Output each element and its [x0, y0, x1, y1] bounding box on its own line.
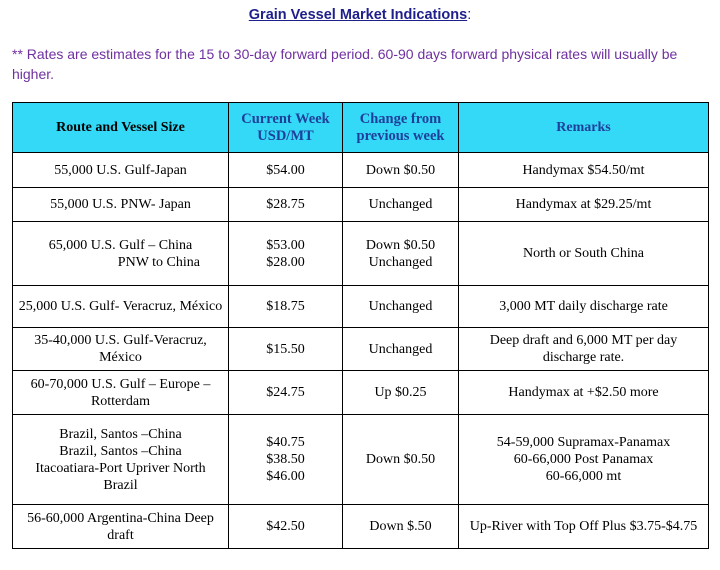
change-cell: Down $0.50 — [343, 415, 459, 505]
rate-cell: $54.00 — [229, 153, 343, 188]
route-line: Itacoatiara-Port Upriver North Brazil — [35, 460, 206, 493]
route-line: Brazil, Santos –China — [59, 426, 182, 442]
table-row — [13, 328, 709, 371]
route-cell: 60-70,000 U.S. Gulf – Europe – Rotterdam — [13, 371, 229, 415]
rate-line: $53.00 — [266, 237, 305, 253]
route-cell: 25,000 U.S. Gulf- Veracruz, México — [13, 286, 229, 328]
table-row — [13, 222, 709, 286]
rate-line: $38.50 — [266, 452, 305, 467]
remarks-cell: Deep draft and 6,000 MT per day discharge rate. — [459, 328, 709, 371]
remarks-cell: Handymax at +$2.50 more — [459, 371, 709, 415]
change-line: Unchanged — [368, 254, 433, 270]
rate-cell: $24.75 — [229, 371, 343, 415]
market-table — [12, 102, 709, 549]
remarks-line: 60-66,000 Post Panamax — [513, 452, 654, 467]
change-cell: Down $.50 — [343, 505, 459, 549]
rate-line: $40.75 — [266, 435, 305, 450]
rate-cell: $28.75 — [229, 188, 343, 222]
table-row — [13, 286, 709, 328]
change-cell: Unchanged — [343, 286, 459, 328]
header-remarks: Remarks — [459, 103, 709, 153]
remarks-cell: Handymax at $29.25/mt — [459, 188, 709, 222]
route-cell: 55,000 U.S. PNW- Japan — [13, 188, 229, 222]
change-cell: Unchanged — [343, 328, 459, 371]
route-cell — [13, 415, 229, 505]
table-row — [13, 153, 709, 188]
rate-cell — [229, 415, 343, 505]
remarks-cell: North or South China — [459, 222, 709, 286]
change-line: Down $0.50 — [365, 237, 436, 253]
header-change-line2: previous week — [356, 127, 445, 144]
remarks-line: 60-66,000 mt — [545, 469, 622, 484]
route-cell — [13, 222, 229, 286]
header-change-line1: Change from — [359, 110, 442, 127]
table-row — [13, 505, 709, 549]
rate-cell: $42.50 — [229, 505, 343, 549]
header-current-week — [229, 103, 343, 153]
header-row — [13, 103, 709, 153]
table-row — [13, 188, 709, 222]
route-cell: 35-40,000 U.S. Gulf-Veracruz, México — [13, 328, 229, 371]
change-cell: Down $0.50 — [343, 153, 459, 188]
rate-line: $28.00 — [266, 254, 305, 270]
route-line: Brazil, Santos –China — [59, 443, 182, 459]
change-cell: Up $0.25 — [343, 371, 459, 415]
header-change — [343, 103, 459, 153]
route-cell: 55,000 U.S. Gulf-Japan — [13, 153, 229, 188]
change-cell: Unchanged — [343, 188, 459, 222]
page-title: Grain Vessel Market Indications — [248, 7, 468, 23]
rate-line: $46.00 — [266, 469, 305, 484]
header-current-week-line2: USD/MT — [257, 127, 314, 144]
remarks-cell — [459, 415, 709, 505]
table-row — [13, 371, 709, 415]
route-cell: 56-60,000 Argentina-China Deep draft — [13, 505, 229, 549]
rate-cell — [229, 222, 343, 286]
rates-note: ** Rates are estimates for the 15 to 30-day forward period. 60-90 days forward physical rates will usually be higher. — [12, 46, 678, 82]
title-colon: : — [467, 7, 472, 23]
change-cell — [343, 222, 459, 286]
table-row — [13, 415, 709, 505]
route-line: 65,000 U.S. Gulf – China — [48, 237, 193, 253]
remarks-cell: Handymax $54.50/mt — [459, 153, 709, 188]
header-route: Route and Vessel Size — [13, 103, 229, 153]
remarks-cell: 3,000 MT daily discharge rate — [459, 286, 709, 328]
header-current-week-line1: Current Week — [241, 110, 330, 127]
title-bar — [0, 6, 720, 24]
rate-cell: $18.75 — [229, 286, 343, 328]
remarks-line: 54-59,000 Supramax-Panamax — [496, 435, 671, 450]
rate-cell: $15.50 — [229, 328, 343, 371]
remarks-cell: Up-River with Top Off Plus $3.75-$4.75 — [459, 505, 709, 549]
route-line: PNW to China — [117, 254, 200, 270]
